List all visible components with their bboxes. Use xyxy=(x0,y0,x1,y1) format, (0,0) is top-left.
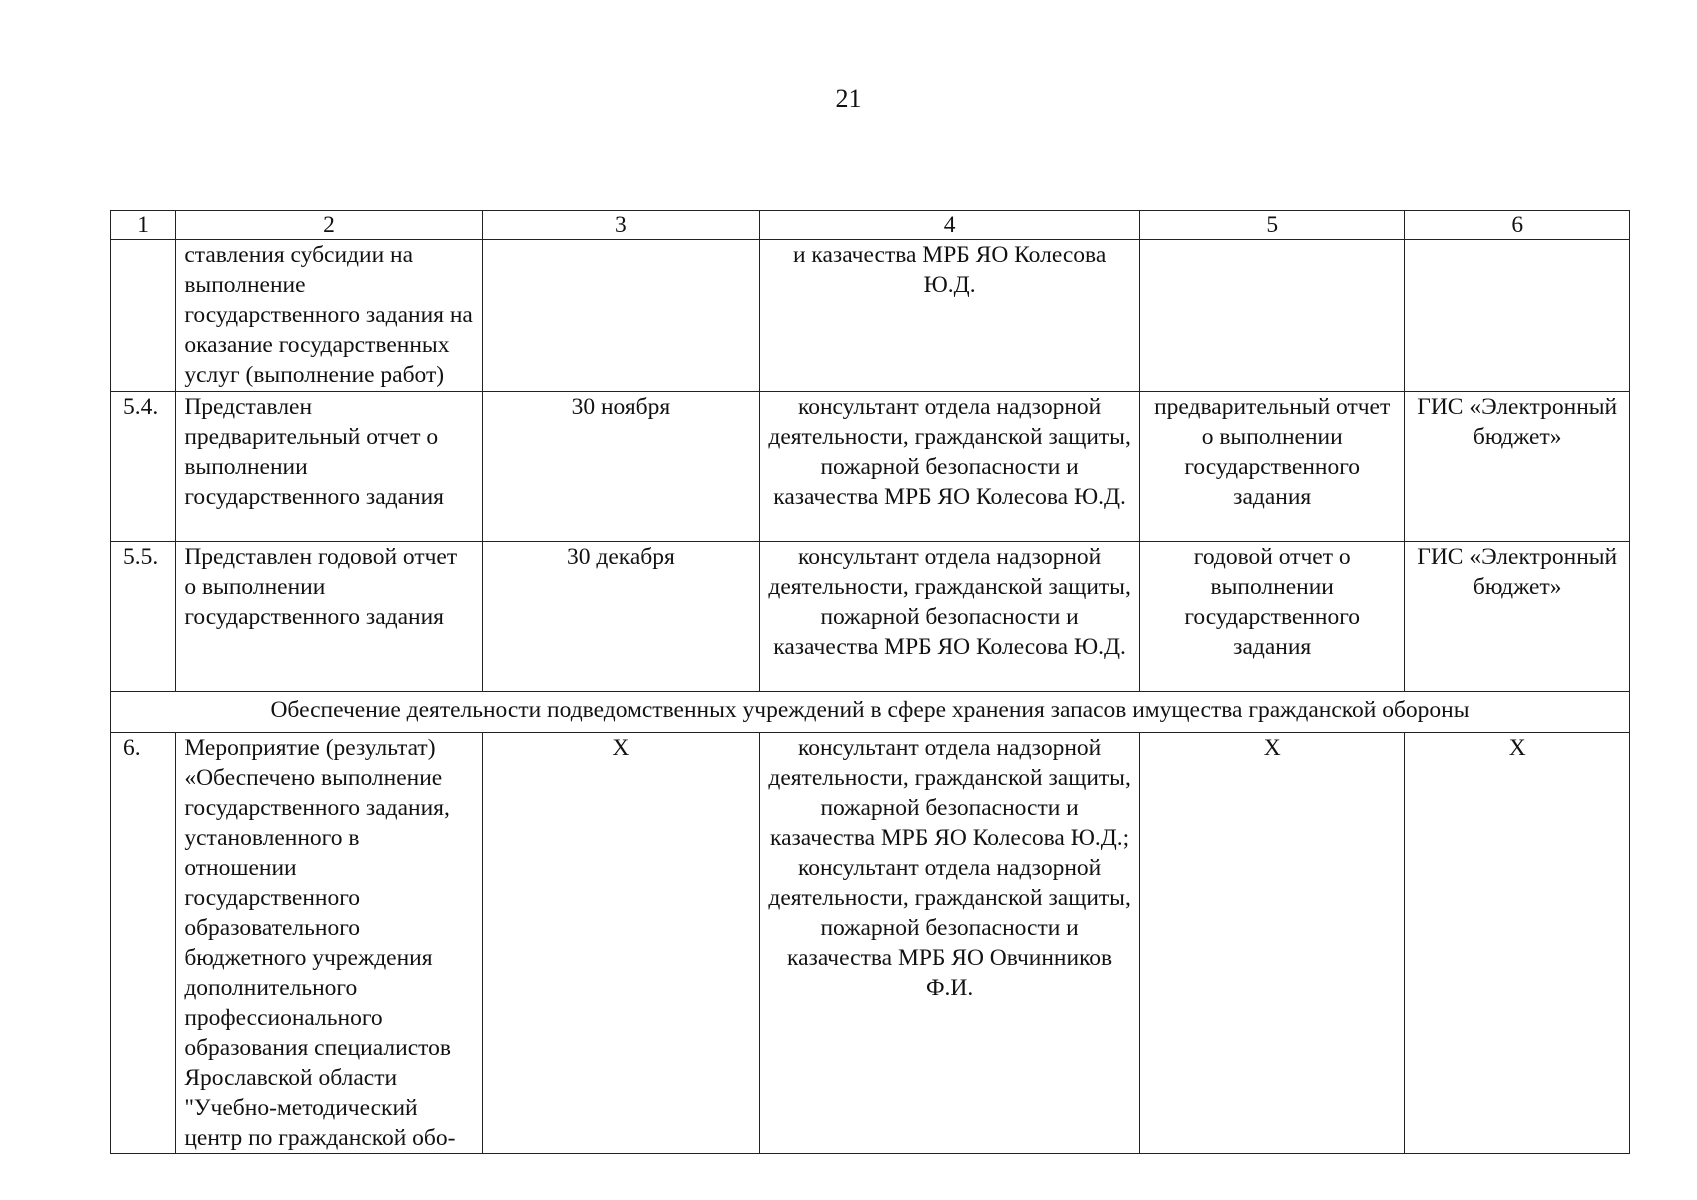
table-row xyxy=(111,240,1630,392)
column-header: 1 xyxy=(111,211,176,240)
row-number: 5.5. xyxy=(111,542,176,692)
responsible: и казачества МРБ ЯО Колесова Ю.Д. xyxy=(760,240,1140,392)
table-row xyxy=(111,733,1630,1154)
responsible-person-2: консультант отдела надзорной деятельности, гражданской защиты, пожарной безопасности и казачества МРБ ЯО Овчинников Ф.И. xyxy=(768,855,1131,1001)
column-header: 2 xyxy=(176,211,482,240)
information-system: Х xyxy=(1405,733,1630,1154)
responsible-person-1: консультант отдела надзорной деятельности, гражданской защиты, пожарной безопасности и казачества МРБ ЯО Колесова Ю.Д.; xyxy=(768,735,1131,851)
section-title: Обеспечение деятельности подведомственных учреждений в сфере хранения запасов имущества гражданской обороны xyxy=(111,692,1630,733)
deadline: Х xyxy=(482,733,760,1154)
event-name: ставления субсидии на выполнение государственного задания на оказание государственных услуг (выполнение работ) xyxy=(176,240,482,392)
column-header: 3 xyxy=(482,211,760,240)
column-header: 4 xyxy=(760,211,1140,240)
event-name: Мероприятие (результат) «Обеспечено выполнение государственного задания, установленного в отношении государственного образовательного бюджетного учреждения дополнительного профессионального образования специалистов Ярославской области "Учебно-методический центр по гражданской обо- xyxy=(176,733,482,1154)
deadline: 30 декабря xyxy=(482,542,760,692)
plan-table xyxy=(110,210,1630,1154)
event-name: Представлен годовой отчет о выполнении государственного задания xyxy=(176,542,482,692)
document-type: Х xyxy=(1139,733,1404,1154)
document-type: предварительный отчет о выполнении государственного задания xyxy=(1139,392,1404,542)
page-number: 21 xyxy=(835,84,862,113)
deadline xyxy=(482,240,760,392)
row-number xyxy=(111,240,176,392)
table-row xyxy=(111,542,1630,692)
section-row xyxy=(111,692,1630,733)
deadline: 30 ноября xyxy=(482,392,760,542)
table-row xyxy=(111,392,1630,542)
document-type: годовой отчет о выполнении государственного задания xyxy=(1139,542,1404,692)
responsible: консультант отдела надзорной деятельности, гражданской защиты, пожарной безопасности и казачества МРБ ЯО Колесова Ю.Д. xyxy=(760,392,1140,542)
responsible xyxy=(760,733,1140,1154)
information-system: ГИС «Электронный бюджет» xyxy=(1405,542,1630,692)
information-system xyxy=(1405,240,1630,392)
row-number: 6. xyxy=(111,733,176,1154)
information-system: ГИС «Электронный бюджет» xyxy=(1405,392,1630,542)
responsible: консультант отдела надзорной деятельности, гражданской защиты, пожарной безопасности и казачества МРБ ЯО Колесова Ю.Д. xyxy=(760,542,1140,692)
row-number: 5.4. xyxy=(111,392,176,542)
column-number-row xyxy=(111,211,1630,240)
column-header: 5 xyxy=(1139,211,1404,240)
document-type xyxy=(1139,240,1404,392)
event-name: Представлен предварительный отчет о выполнении государственного задания xyxy=(176,392,482,542)
column-header: 6 xyxy=(1405,211,1630,240)
